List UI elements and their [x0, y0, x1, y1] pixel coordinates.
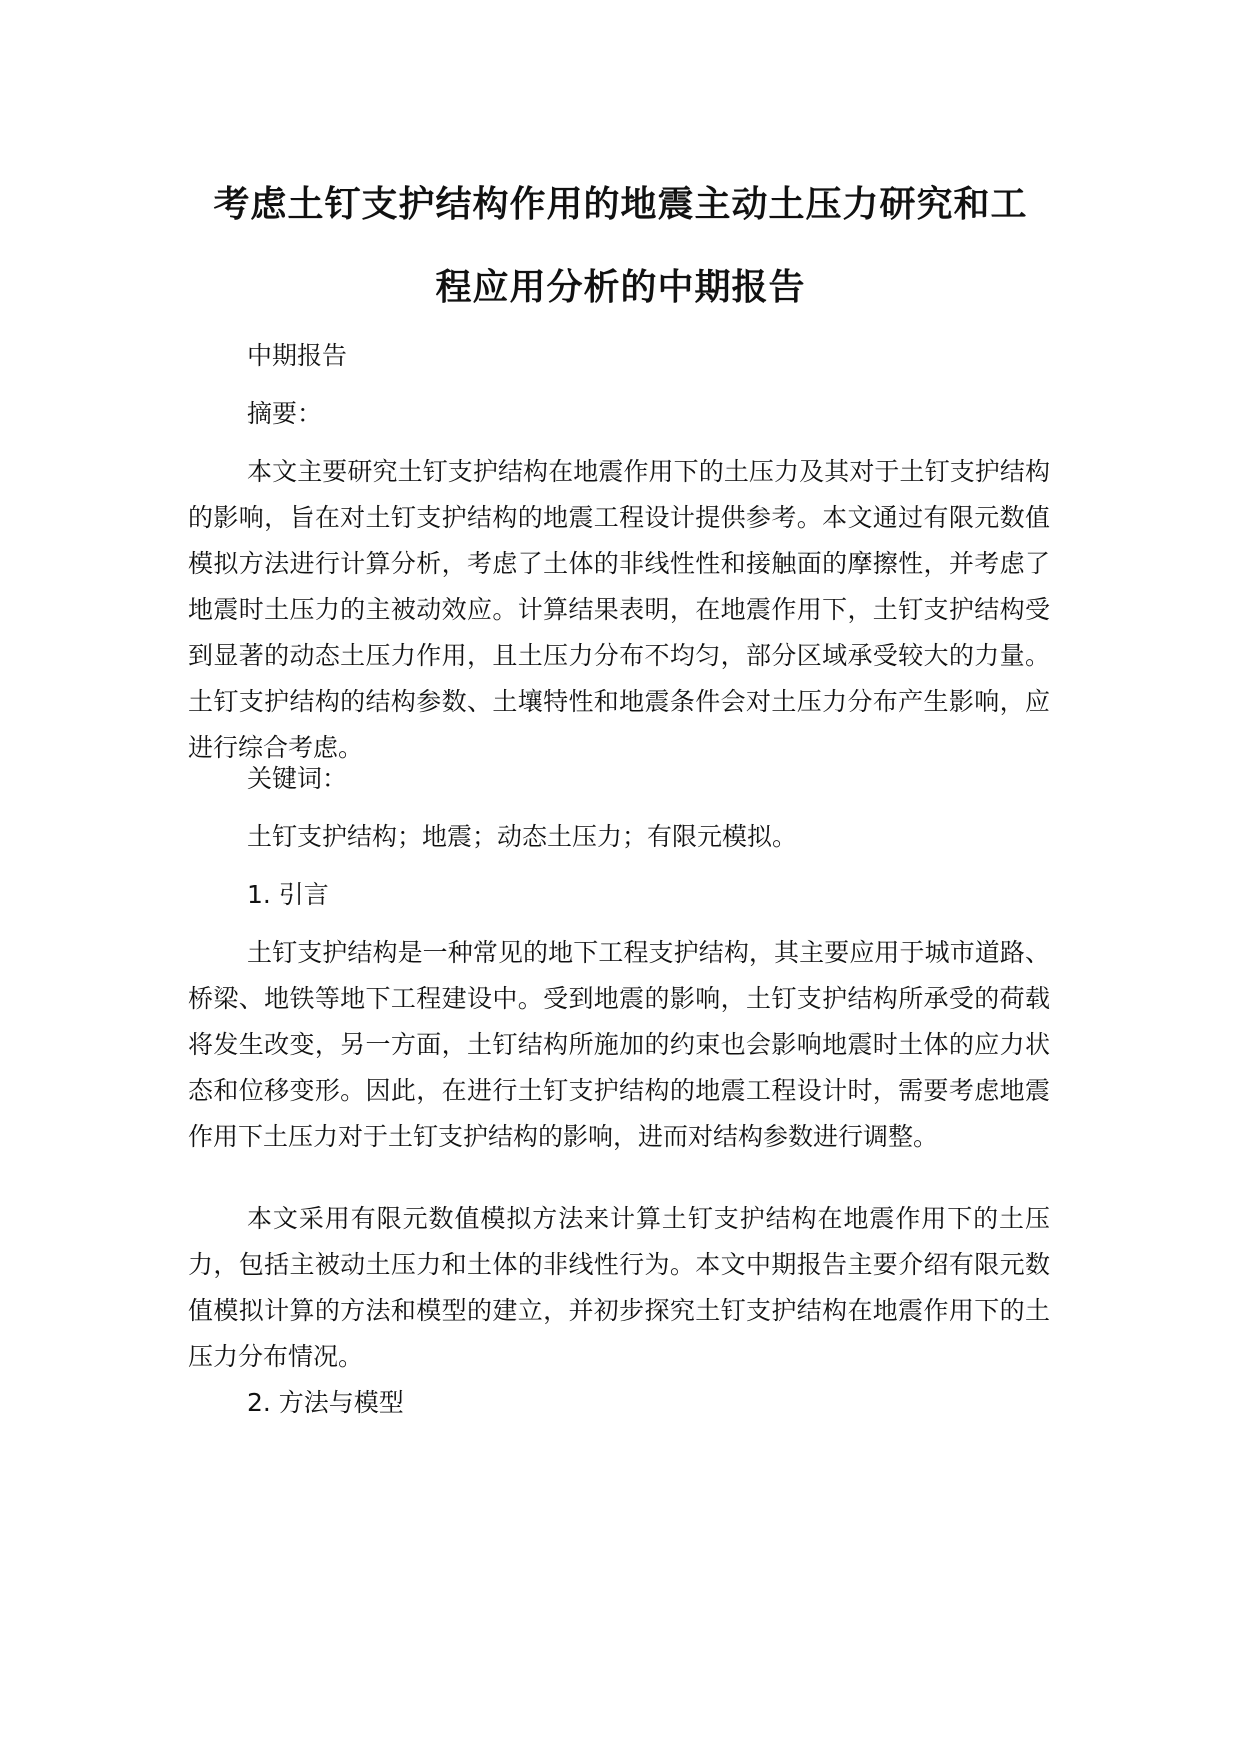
- section-1-paragraph-1: 土钉支护结构是一种常见的地下工程支护结构，其主要应用于城市道路、桥梁、地铁等地下工程建设中。受到地震的影响，土钉支护结构所承受的荷载将发生改变，另一方面，土钉结构所施加的约束也会影响地震时土体的应力状态和位移变形。因此，在进行土钉支护结构的地震工程设计时，需要考虑地震作用下土压力对于土钉支护结构的影响，进而对结构参数进行调整。: [188, 938, 1050, 1151]
- keywords-list: 土钉支护结构；地震；动态土压力；有限元模拟。: [247, 822, 798, 851]
- document-title-line-2: 程应用分析的中期报告: [435, 267, 806, 308]
- section-1-paragraph-2: 本文采用有限元数值模拟方法来计算土钉支护结构在地震作用下的土压力，包括主被动土压力和土体的非线性行为。本文中期报告主要介绍有限元数值模拟计算的方法和模型的建立，并初步探究土钉支护结构在地震作用下的土压力分布情况。: [188, 1204, 1050, 1371]
- report-label: 中期报告: [247, 341, 348, 370]
- document-title-line-1: 考虑土钉支护结构作用的地震主动土压力研究和工: [213, 184, 1028, 225]
- section-1-heading: 1. 引言: [247, 880, 329, 909]
- keywords-label: 关键词：: [247, 764, 348, 793]
- section-2-heading: 2. 方法与模型: [247, 1388, 404, 1417]
- abstract-label: 摘要：: [247, 399, 323, 428]
- abstract-paragraph: 本文主要研究土钉支护结构在地震作用下的土压力及其对于土钉支护结构的影响，旨在对土钉支护结构的地震工程设计提供参考。本文通过有限元数值模拟方法进行计算分析，考虑了土体的非线性性和接触面的摩擦性，并考虑了地震时土压力的主被动效应。计算结果表明，在地震作用下，土钉支护结构受到显著的动态土压力作用，且土压力分布不均匀，部分区域承受较大的力量。土钉支护结构的结构参数、土壤特性和地震条件会对土压力分布产生影响，应进行综合考虑。: [188, 457, 1050, 762]
